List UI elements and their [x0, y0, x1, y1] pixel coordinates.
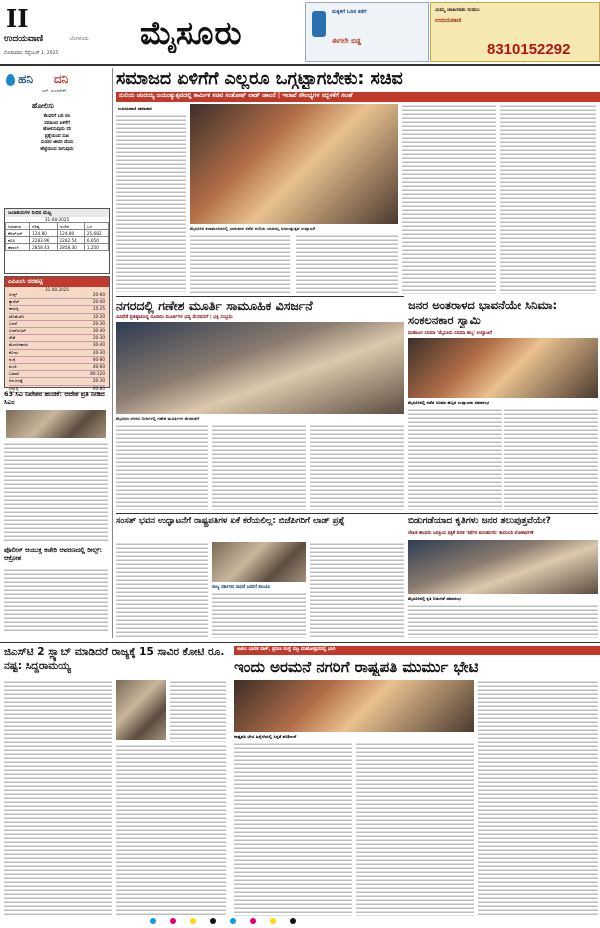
ad-line-2: ಈಗಲೇ ಬಿಡ್ಡ	[332, 37, 362, 45]
reg-dot	[270, 918, 276, 924]
paper-city: ಬೆಂಗಳೂರು	[70, 36, 89, 42]
price-item: ನುಗ್ಗೆ	[9, 356, 16, 362]
president-caption: ರಾಷ್ಟ್ರಪತಿ ಭೇಟಿ ಹಿನ್ನೆಲೆಯಲ್ಲಿ ಸಿದ್ಧತೆ ಪರಿಶೀಲನೆ	[234, 734, 297, 739]
page-number: II	[6, 4, 29, 33]
ganesha-photo	[116, 322, 404, 414]
registration-marks	[150, 918, 450, 924]
cell: 25,682	[84, 230, 108, 237]
story2-body	[4, 568, 108, 632]
ganesha-body-2	[212, 424, 306, 510]
parliament-photo	[212, 542, 306, 582]
lead-caption: ಮೈಸೂರಿನ ಕಲಾಮಂದಿರದಲ್ಲಿ ಭಾನುವಾರ ನಡೆದ ನುಲಿಯ ಚಂದಯ್ಯ ಜಯಂತ್ಯುತ್ಸವ ಉದ್ಘಾಟನೆ	[190, 226, 315, 231]
quote-line: ಸಮಾಜದ ಏಳಿಗೆಗೆ	[44, 120, 70, 126]
water-head: ಜಲಾಶಯ	[6, 223, 30, 230]
price-row	[9, 306, 105, 313]
price-value: 20-60	[92, 292, 105, 297]
divider	[116, 296, 404, 297]
brand-b: ದನಿ	[54, 72, 69, 86]
president-body-2	[356, 742, 474, 916]
price-item: ಸೌತೆ	[9, 335, 16, 341]
books-photo	[408, 540, 598, 594]
price-row	[9, 364, 105, 371]
price-row	[9, 321, 105, 328]
ganesha-body-1	[116, 424, 208, 510]
price-item: ಈರುಳ್ಳಿ	[9, 306, 19, 312]
price-value: 40-60	[92, 364, 105, 370]
right-ad	[430, 2, 600, 62]
cinema-photo	[408, 338, 598, 398]
price-item: ಕ್ಯಾರೆಟ್	[9, 299, 20, 305]
price-row	[9, 299, 105, 306]
cell: 124.80	[57, 230, 84, 237]
price-row	[9, 357, 105, 364]
price-value: 10-20	[92, 313, 105, 319]
president-kicker: ಅಖಿಲ ಭಾರತ ವಾಕ್, ಶ್ರವಣ ಸಂಸ್ಥೆ ವಜ್ರ ಮಹೋತ್ಸವದಲ್ಲಿ ಭಾಗಿ	[234, 646, 600, 655]
price-value: 80-120	[90, 371, 105, 377]
price-value: 15-25	[92, 306, 105, 312]
price-row	[9, 328, 105, 335]
ganesha-headline: ನಗರದಲ್ಲಿ ಗಣೇಶ ಮೂರ್ತಿ ಸಾಮೂಹಿಕ ವಿಸರ್ಜನೆ	[116, 298, 313, 313]
parliament-headline: ಸಂಸತ್ ಭವನ ಉದ್ಘಾಟನೆಗೆ ರಾಷ್ಟ್ರಪತಿಗಳ ಏಕೆ ಕರೆಯಲಿಲ್ಲ: ಬಿಜೆಪಿಗರಿಗೆ ಲಾಡ್ ಪ್ರಶ್ನೆ	[116, 516, 345, 526]
story1-photo	[6, 410, 106, 438]
water-table	[5, 222, 109, 251]
price-item: ಬೆಳ್ಳುಳ್ಳಿ	[9, 385, 19, 391]
prices-date: 31.08.2025	[45, 287, 69, 292]
lead-body-col1	[116, 114, 186, 292]
price-item: ಬೀಟ್‌ರೂಟ್	[9, 328, 27, 334]
prices-title: ಎಪಿಎಂಸಿ ದರಪಟ್ಟಿ	[5, 277, 109, 287]
cell: 124.80	[30, 230, 57, 237]
quote-line: ಸುಂದರ ಜೀವನ ವೆಂದು	[40, 140, 74, 145]
president-headline: ಇಂದು ಅರಮನೆ ನಗರಿಗೆ ರಾಷ್ಟ್ರಪತಿ ಮುರ್ಮು ಭೇಟಿ	[234, 658, 479, 676]
phone-icon	[312, 11, 326, 37]
ad-line-1: ಮಕ್ಕಳಿಗೆ ಓದಿನ ಕಡೆಗೆ	[332, 9, 367, 15]
brand-a: ಹನಿ	[18, 72, 33, 86]
table-row	[6, 230, 109, 237]
water-head: ಇಂದಿನ	[57, 223, 84, 230]
water-date: 31-08-2025	[44, 217, 70, 222]
parliament-body-2	[212, 592, 306, 638]
cinema-headline: ಜನರ ಅಂತರಾಳದ ಭಾವನೆಯೇ ಸಿನಿಮಾ: ಸಂಕಲನಕಾರ ಸ್ವಾಮಿ	[408, 298, 558, 327]
cell: ಕೆಆರ್‌ಎಸ್	[6, 230, 30, 237]
water-box	[4, 208, 110, 274]
lead-subhead: ನುಲಿಯ ಚಂದಯ್ಯ ಜಯಂತ್ಯುತ್ಸವದಲ್ಲಿ ಕಾರ್ಮಿಕ ಸಚಿವ ಸಂತೋಷ್ ಲಾಡ್ ಚಾಲನೆ | ಇಲಾಖೆ ಸೌಲಭ್ಯಗಳ ಸದ್ಬಳಕೆಗೆ ಸಲಹೆ	[116, 92, 600, 102]
story1-body	[4, 442, 108, 542]
price-row	[9, 378, 105, 385]
ganesha-caption: ಮೈಸೂರು ನಗರದ ಬೀದಿಗಳಲ್ಲಿ ಗಣೇಶ ಮೂರ್ತಿಗಳ ಮೆರವಣಿಗೆ	[116, 416, 200, 421]
water-title: ಜಲಾಶಯಗಳ ನೀರಿನ ಮಟ್ಟ	[5, 209, 109, 217]
price-item: ಕೋಸು	[9, 349, 19, 355]
divider	[116, 513, 598, 514]
price-row	[9, 292, 105, 299]
drop-icon	[6, 74, 15, 86]
books-subhead: ಲೇಖಕ ಹಲವರು ಜನಪ್ರಿಯ ಪತ್ರಿಕೆ ಕುರಿತ 'ಕಥೆಗಳ ಕುರುಹುಗಳು' ಕಾದಂಬರಿ ಲೋಕಾರ್ಪಣೆ	[408, 531, 534, 536]
masthead-rule	[0, 64, 600, 66]
price-value: 60-80	[92, 385, 105, 391]
table-row	[6, 244, 109, 251]
reg-dot	[210, 918, 216, 924]
left-column	[2, 68, 113, 638]
story2-headline: ಪೊಲೀಸ್ ಆಯುಕ್ತ ಕಚೇರಿ ಆವರಣದಲ್ಲಿ ರೀಲ್ಸ್: ಆಕ್ರೋಶ	[4, 546, 103, 562]
books-body	[408, 604, 598, 638]
lead-body-col4	[402, 104, 496, 294]
price-value: 30-40	[92, 342, 105, 348]
masthead	[0, 0, 600, 64]
reg-dot	[230, 918, 236, 924]
cinema-body-1	[408, 408, 502, 510]
story1-headline: 63 ಸಿಎ ನಿವೇಶನ ಹಂಚಿಕೆ: ಆದೇಶ ಪ್ರತಿ ನೀಡಿದ ಸಿಎಂ	[4, 390, 105, 406]
cell: 2283.96	[30, 237, 57, 244]
price-value: 20-30	[92, 335, 105, 341]
price-value: 20-30	[92, 320, 105, 326]
center-ad	[305, 2, 429, 62]
price-value: 60-80	[92, 356, 105, 362]
parliament-body-3	[310, 542, 404, 638]
table-row	[6, 237, 109, 244]
price-item: ಮೆಣಸಿನಕಾಯಿ	[9, 342, 29, 348]
paper-date: ಸೋಮವಾರ, ಸೆಪ್ಟೆಂಬರ್ 1, 2025	[4, 51, 59, 56]
brand-sub: ಎನ್. ಸುಂದರೇಶ್	[42, 88, 67, 93]
price-item: ಬದನೆ	[9, 320, 18, 326]
ad-phone[interactable]: 8310152292	[487, 41, 571, 58]
gst-body-2	[116, 744, 226, 916]
president-body-1	[234, 742, 352, 916]
books-caption: ಮೈಸೂರಿನಲ್ಲಿ ಕೃತಿ ಬಿಡುಗಡೆ ಸಮಾರಂಭ	[408, 596, 461, 601]
lead-headline: ಸಮಾಜದ ಏಳಿಗೆಗೆ ಎಲ್ಲರೂ ಒಗ್ಗಟ್ಟಾಗಬೇಕು: ಸಚಿವ	[116, 69, 403, 89]
price-item: ಆಲೂಗಡ್ಡೆ	[9, 378, 23, 384]
president-photo	[234, 680, 474, 732]
price-row	[9, 350, 105, 357]
quote-line: ಹೆಜ್ಜೆಯಿಂದ ಸಾಗುವುದು	[40, 146, 74, 152]
divider	[0, 642, 600, 643]
parliament-body-1	[116, 542, 208, 638]
paper-name: ಉದಯವಾಣಿ	[4, 34, 44, 44]
quote-line: ಹೋಲಿಸುವುದು ಸರಿ	[43, 127, 71, 132]
gst-body-3	[170, 680, 226, 742]
price-row	[9, 342, 105, 349]
ad-line-right-1: ಮಿಮ್ಮ ಜಾಹೀರಾತು ನೀಡಲು	[435, 7, 480, 13]
quote-lines	[8, 114, 106, 153]
quote-title: ಹೋಲಿಸು	[32, 102, 55, 110]
lead-photo	[190, 104, 398, 224]
quote-line: ಕೆಲವರಿಗೆ ಬದಿ ನಲ	[43, 114, 71, 119]
price-value: 20-30	[92, 378, 105, 384]
cell: 2858.30	[57, 244, 84, 251]
cinema-body-2	[504, 408, 598, 510]
cell: 2858.43	[30, 244, 57, 251]
price-row	[9, 371, 105, 378]
gst-headline: ಜಿಎಸ್‌ಟಿ 2 ಸ್ಲ್ಯಾಬ್ ಮಾಡಿದರೆ ರಾಜ್ಯಕ್ಕೆ 15 ಸಾವಿರ ಕೋಟಿ ರೂ. ನಷ್ಟ: ಸಿದ್ದರಾಮಯ್ಯ	[4, 646, 225, 672]
lead-dateline: ಉದಯವಾಣಿ ಸಮಾಚಾರ	[118, 106, 152, 111]
cinema-caption: ಮೈಸೂರಿನಲ್ಲಿ ನಡೆದ ಸಿನಿಮಾ ಹಬ್ಬದ ಉದ್ಘಾಟನಾ ಸಮಾರಂಭ	[408, 400, 490, 405]
price-row	[9, 335, 105, 342]
reg-dot	[150, 918, 156, 924]
price-item: ಟೊಮೆಟೊ	[9, 313, 25, 319]
price-item: ಬೀನ್ಸ್	[9, 292, 18, 297]
reg-dot	[250, 918, 256, 924]
prices-box	[4, 276, 110, 391]
price-list	[5, 292, 109, 393]
ganesha-body-3	[310, 424, 404, 510]
price-value: 20-30	[92, 349, 105, 355]
cell: 6,650	[84, 237, 108, 244]
books-headline: ಬಿಡುಗಡೆಯಾದ ಕೃತಿಗಳು ಜನರ ತಲುಪುತ್ತವೆಯೇ?	[408, 516, 551, 526]
lead-body-col5	[500, 104, 596, 294]
cell: 1,250	[84, 244, 108, 251]
price-item: ಬಟಾಣಿ	[9, 371, 20, 377]
cell: 2282.54	[57, 237, 84, 244]
cell: ಹಾರಂಗಿ	[6, 244, 30, 251]
reg-dot	[170, 918, 176, 924]
ganesha-subhead: ವಿವಿಧೆಡೆ ಪ್ರತಿಷ್ಠಾಪಿಸಿದ್ದ ನೂರಾರು ಮೂರ್ತಿಗಳ ಭವ್ಯ ಮೆರವಣಿಗೆ | ಭಕ್ತಿ ಸಂಭ್ರಮ	[116, 315, 233, 320]
section-title: ಮೈಸೂರು	[140, 14, 243, 52]
water-head: ಒಳ	[84, 223, 108, 230]
price-row	[9, 314, 105, 321]
reg-dot	[290, 918, 296, 924]
cinema-subhead: ಮಹಾಜನ ಸಿನಿಮಾ 'ಮೈಸೂರು ಸಿನಿಮಾ ಹಬ್ಬ' ಉದ್ಘಾಟನೆ	[408, 331, 492, 336]
price-item: ಶುಂಠಿ	[9, 364, 17, 370]
lead-body-col2	[190, 234, 290, 294]
price-value: 20-40	[92, 299, 105, 305]
lead-body-col3	[296, 234, 398, 294]
gst-photo	[116, 680, 166, 740]
price-value: 30-40	[92, 328, 105, 334]
water-head: ಗರಿಷ್ಠ	[30, 223, 57, 230]
reg-dot	[190, 918, 196, 924]
gst-body-1	[4, 680, 112, 916]
parliament-box: ರಾಜ್ಯ ಸರ್ಕಾರದ ಸಾಧನೆ ಜನರಿಗೆ ತಲುಪಿಸಿ	[212, 585, 271, 590]
president-body-3	[478, 680, 598, 916]
cell: ಕಬಿನಿ	[6, 237, 30, 244]
ad-line-right-2: ಉದಯವಾಣಿ	[435, 17, 462, 24]
quote-line: ಪ್ರಶ್ನೆಯಿಂದ ಸುಖ	[44, 133, 70, 139]
